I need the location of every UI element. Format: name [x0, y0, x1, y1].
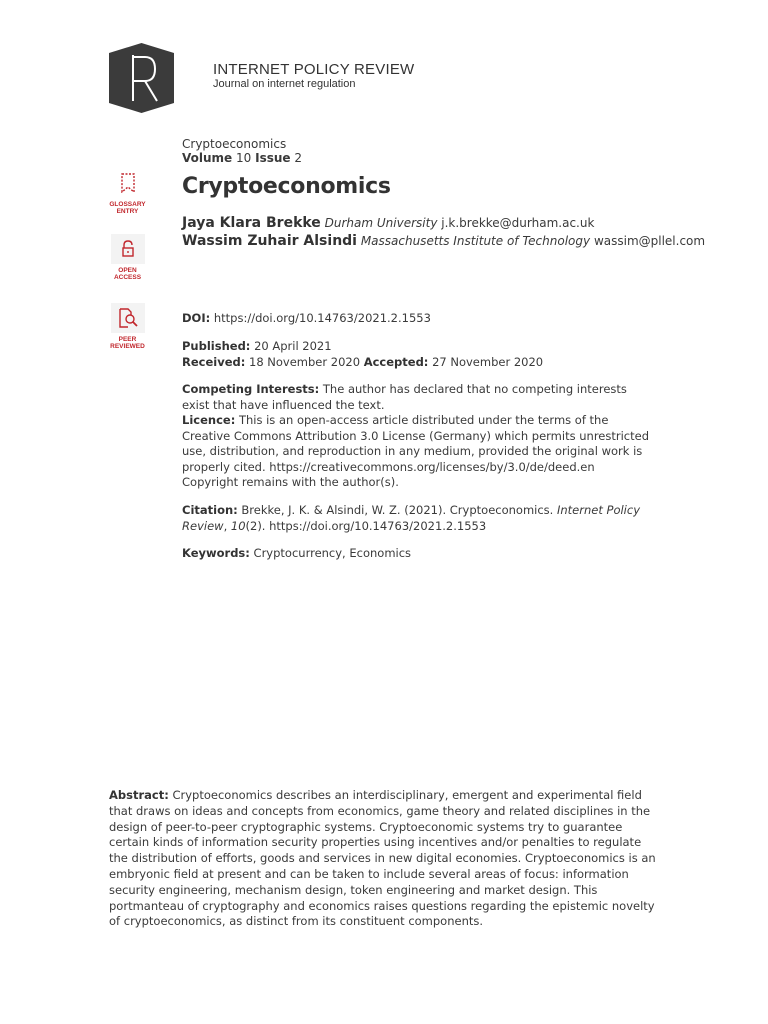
citation: Citation: Brekke, J. K. & Alsindi, W. Z. (2021). Cryptoeconomics. Internet Policy Review, 10(2). https://doi.org/10.14763/2021.2.1553 [182, 503, 640, 533]
glossary-entry-badge[interactable] [109, 168, 146, 215]
dates-block [182, 339, 657, 370]
author-affiliation: Massachusetts Institute of Technology [360, 234, 591, 248]
doi-link[interactable]: https://doi.org/10.14763/2021.2.1553 [213, 311, 431, 325]
received-accepted-line: Received: 18 November 2020 Accepted: 27 November 2020 [182, 354, 544, 369]
section-name: Cryptoeconomics [182, 137, 287, 151]
author-name: Wassim Zuhair Alsindi [182, 233, 357, 249]
bookmark-icon [111, 168, 145, 198]
licence: Licence: This is an open-access article distributed under the terms of the Creative Commons Attribution 3.0 License (Germany) which permits unrestricted use, distribution, and reproduction in any medium, provided the original work is properly cited. https://creativecommons.org/licenses/by/3.0/de/deed.en [182, 413, 649, 474]
author-email[interactable]: j.k.brekke@durham.ac.uk [441, 216, 595, 230]
doi-line: DOI: https://doi.org/10.14763/2021.2.1553 [182, 311, 431, 325]
rights-block [182, 382, 657, 491]
author-1 [182, 215, 594, 231]
journal-subtitle: Journal on internet regulation [213, 78, 356, 90]
keywords: Keywords: Cryptocurrency, Economics [182, 546, 412, 560]
document-search-icon [111, 303, 145, 333]
journal-name: INTERNET POLICY REVIEW [213, 61, 415, 78]
badge-label: PEER REVIEWED [110, 336, 145, 350]
badge-label: GLOSSARY ENTRY [109, 201, 146, 215]
copyright: Copyright remains with the author(s). [182, 475, 399, 489]
peer-reviewed-badge[interactable] [109, 303, 146, 350]
volume-issue: Volume 10 Issue 2 [182, 151, 303, 165]
published-line: Published: 20 April 2021 [182, 339, 332, 353]
author-email[interactable]: wassim@pllel.com [593, 234, 706, 248]
author-2 [182, 233, 705, 249]
journal-logo [109, 43, 174, 113]
open-lock-icon [111, 234, 145, 264]
abstract: Abstract: Cryptoeconomics describes an interdisciplinary, emergent and experimental field that draws on ideas and concepts from economics, game theory and related disciplines in the design of peer-to-peer cryptographic systems. Cryptoeconomic systems try to guarantee certain kinds of information security properties using incentives and/or penalties to regulate the distribution of efforts, goods and services in new digital economies. Cryptoeconomics is an embryonic field at present and can be taken to include several areas of focus: information security engineering, mechanism design, token engineering and market design. This portmanteau of cryptography and economics raises questions regarding the epistemic novelty of cryptoeconomics, as distinct from its constituent components. [109, 788, 656, 929]
competing-interests: Competing Interests: The author has declared that no competing interests exist that have influenced the text. [182, 382, 627, 412]
open-access-badge[interactable] [109, 234, 146, 281]
badge-label: OPEN ACCESS [113, 267, 142, 281]
author-affiliation: Durham University [324, 216, 438, 230]
author-name: Jaya Klara Brekke [182, 215, 321, 231]
article-title: Cryptoeconomics [182, 174, 391, 199]
